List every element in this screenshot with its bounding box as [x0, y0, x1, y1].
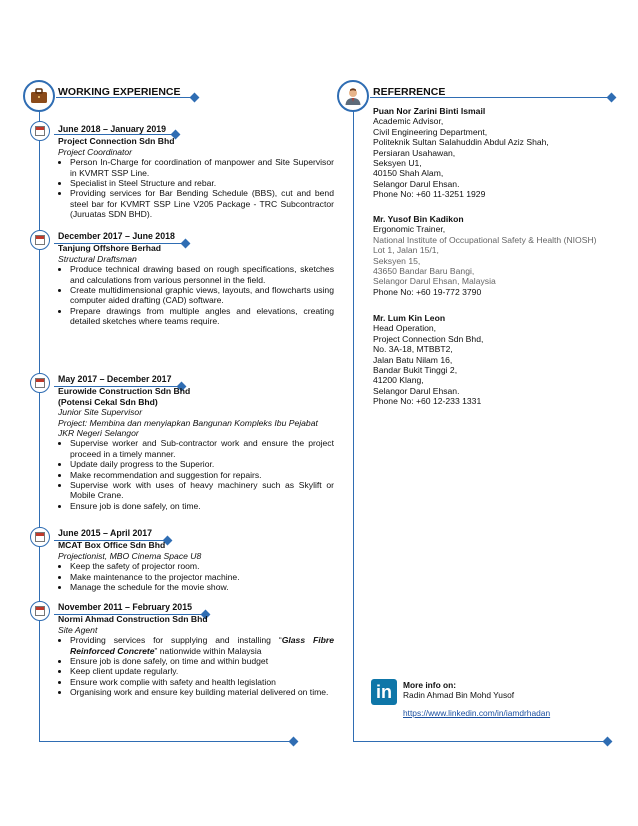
job-duty: • Create multidimensional graphic views, layouts, and flowcharts using computer aided drafting (CAD) software. — [70, 285, 334, 306]
reference-line: Persiaran Usahawan, — [373, 147, 456, 158]
reference-line: Selangor Darul Ehsan. — [373, 385, 460, 396]
job-date: December 2017 – June 2018 — [58, 231, 175, 241]
job-company: Tanjung Offshore Berhad — [58, 243, 161, 254]
briefcase-icon — [23, 80, 55, 112]
reference-line: Selangor Darul Ehsan, Malaysia — [373, 276, 496, 287]
refs-timeline-line — [353, 110, 354, 742]
calendar-icon — [30, 373, 50, 393]
job-date: May 2017 – December 2017 — [58, 374, 172, 384]
job-company: Project Connection Sdn Bhd — [58, 136, 175, 147]
linkedin-url-link[interactable]: https://www.linkedin.com/in/iamdrhadan — [403, 707, 551, 718]
reference-line: 41200 Klang, — [373, 375, 424, 386]
calendar-icon — [30, 121, 50, 141]
job-duty: • Ensure work complie with safety and health legislation — [70, 677, 334, 687]
job-entry — [58, 374, 334, 511]
reference-line: Civil Engineering Department, — [373, 126, 488, 137]
job-entry — [58, 528, 334, 592]
job-duty: • Providing services for Bar Bending Schedule (BBS), cut and bend steel bar for KVMRT SSP Line V205 Package - TRC Subcontractor (Juruatas SDN BHD). — [70, 188, 334, 219]
calendar-icon — [30, 527, 50, 547]
reference-line: Project Connection Sdn Bhd, — [373, 333, 484, 344]
job-duties — [58, 264, 334, 326]
reference-line: Head Operation, — [373, 323, 437, 334]
job-date: June 2018 – January 2019 — [58, 124, 167, 134]
job-duty: • Keep the safety of projector room. — [70, 561, 334, 571]
job-duties — [58, 561, 334, 592]
reference-line: Seksyen 15, — [373, 255, 421, 266]
reference-entry — [373, 214, 628, 297]
job-duty: • Supervise worker and Sub-contractor work and ensure the project proceed in a timely manner. — [70, 438, 334, 459]
reference-line: Bandar Bukit Tinggi 2, — [373, 365, 458, 376]
work-footer-rule — [39, 741, 292, 742]
work-timeline-line — [39, 110, 40, 742]
job-duty: • Manage the schedule for the movie show. — [70, 582, 334, 592]
job-duty: • Make recommendation and suggestion for repairs. — [70, 470, 334, 480]
job-duty: • Specialist in Steel Structure and rebar. — [70, 178, 334, 188]
job-company: Eurowide Construction Sdn Bhd — [58, 386, 191, 397]
job-duties — [58, 157, 334, 219]
reference-line: Phone No: +60 19-772 3790 — [373, 286, 482, 297]
reference-line: Academic Advisor, — [373, 116, 444, 127]
duty-text: ” nationwide within Malaysia — [154, 645, 262, 656]
duty-emphasis: Glass Fibre Reinforced Concrete — [70, 635, 335, 656]
job-duty: • Keep client update regularly. — [70, 666, 334, 676]
job-duty: • Person In-Charge for coordination of manpower and Site Supervisor in KVMRT SSP Line. — [70, 157, 334, 178]
reference-line: Selangor Darul Ehsan. — [373, 178, 460, 189]
job-duty: • Ensure job is done safely, on time. — [70, 501, 334, 511]
reference-line: 40150 Shah Alam, — [373, 168, 444, 179]
refs-header-diamond — [607, 93, 617, 103]
reference-line: No. 3A-18, MTBBT2, — [373, 344, 453, 355]
job-company: MCAT Box Office Sdn Bhd — [58, 540, 166, 551]
reference-line: Phone No: +60 11-3251 1929 — [373, 189, 486, 200]
job-duty: • Update daily progress to the Superior. — [70, 459, 334, 469]
linkedin-icon: in — [376, 682, 392, 702]
refs-section-title: REFERRENCE — [373, 86, 446, 98]
job-entry — [58, 231, 334, 327]
calendar-icon — [30, 230, 50, 250]
job-role: Site Agent — [58, 624, 98, 635]
job-duty: • Produce technical drawing based on rough specifications, sketches and calculations from various personnel in the field. — [70, 264, 334, 285]
work-header-diamond — [190, 93, 200, 103]
reference-line: Jalan Batu Nilam 16, — [373, 354, 453, 365]
calendar-icon — [30, 601, 50, 621]
job-entry — [58, 124, 334, 220]
person-icon — [337, 80, 369, 112]
job-company: Normi Ahmad Construction Sdn Bhd — [58, 614, 208, 625]
job-duty: • Organising work and ensure key building material delivered on time. — [70, 687, 334, 697]
job-date: June 2015 – April 2017 — [58, 528, 153, 538]
reference-name: Mr. Lum Kin Leon — [373, 313, 446, 323]
job-duties — [58, 635, 334, 697]
job-project: Project: Membina dan menyiapkan Bangunan Kompleks Ibu Pejabat JKR Negeri Selangor — [58, 417, 318, 439]
reference-line: 43650 Bandar Baru Bangi, — [373, 266, 475, 277]
linkedin-logo[interactable] — [371, 679, 397, 705]
job-duty — [70, 635, 334, 656]
linkedin-info — [403, 680, 550, 718]
job-duty: • Ensure job is done safely, on time and within budget — [70, 656, 334, 666]
job-duty: • Supervise work with uses of heavy machinery such as Skylift or Mobile Crane. — [70, 480, 334, 501]
job-duty: • Prepare drawings from multiple angles and elevations, creating detailed sketches where teams require. — [70, 306, 334, 327]
more-info-label: More info on: — [403, 680, 457, 690]
reference-line: National Institute of Occupational Safety & Health (NIOSH) — [373, 234, 597, 245]
refs-footer-rule — [353, 741, 606, 742]
job-company-alt: (Potensi Cekal Sdn Bhd) — [58, 396, 158, 407]
reference-entry — [373, 313, 628, 407]
work-section-title: WORKING EXPERIENCE — [58, 86, 181, 98]
job-role: Projectionist, MBO Cinema Space U8 — [58, 550, 202, 561]
job-date: November 2011 – February 2015 — [58, 602, 192, 612]
duty-text: Providing services for supplying and installing “ — [70, 635, 282, 646]
reference-line: Seksyen U1, — [373, 158, 422, 169]
reference-line: Politeknik Sultan Salahuddin Abdul Aziz Shah, — [373, 137, 549, 148]
job-role: Project Coordinator — [58, 146, 133, 157]
reference-name: Mr. Yusof Bin Kadikon — [373, 214, 464, 224]
job-entry — [58, 602, 334, 698]
refs-footer-diamond — [603, 737, 613, 747]
job-role: Structural Draftsman — [58, 253, 137, 264]
reference-name: Puan Nor Zarini Binti Ismail — [373, 106, 486, 116]
job-duty: • Make maintenance to the projector machine. — [70, 572, 334, 582]
work-footer-diamond — [289, 737, 299, 747]
job-duties — [58, 438, 334, 511]
reference-line: Ergonomic Trainer, — [373, 224, 446, 235]
reference-line: Lot 1, Jalan 15/1, — [373, 245, 439, 256]
profile-name: Radin Ahmad Bin Mohd Yusof — [403, 690, 515, 701]
reference-line: Phone No: +60 12-233 1331 — [373, 396, 482, 407]
job-role: Junior Site Supervisor — [58, 407, 143, 418]
reference-entry — [373, 106, 628, 200]
